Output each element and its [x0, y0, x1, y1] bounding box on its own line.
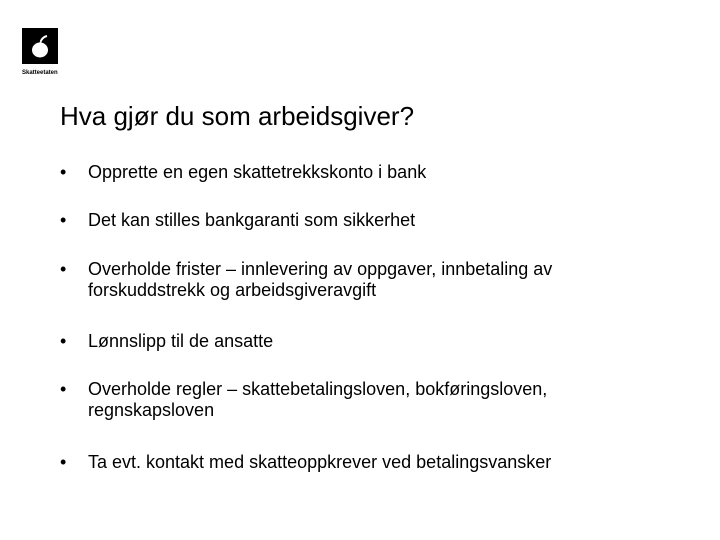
skatteetaten-logo	[22, 28, 60, 76]
skatteetaten-logo-icon	[22, 28, 58, 64]
bullet-dot: •	[60, 452, 67, 472]
bullet-text-line: regnskapsloven	[88, 400, 215, 420]
bullet-text-line: Opprette en egen skattetrekkskonto i bank	[88, 162, 427, 182]
slide-title: Hva gjør du som arbeidsgiver?	[60, 101, 415, 131]
bullet-dot: •	[60, 259, 67, 279]
bullet-item	[60, 452, 660, 473]
bullet-text-line: Overholde regler – skattebetalingsloven, bokføringsloven,	[88, 379, 548, 399]
bullet-text-line: forskuddstrekk og arbeidsgiveravgift	[88, 280, 377, 300]
bullet-dot: •	[60, 331, 67, 351]
bullet-dot: •	[60, 210, 67, 230]
bullet-item	[60, 259, 660, 301]
bullet-dot: •	[60, 379, 67, 399]
bullet-item	[60, 162, 660, 183]
bullet-dot: •	[60, 162, 67, 182]
bullet-text-line: Lønnslipp til de ansatte	[88, 331, 274, 351]
bullet-text-line: Det kan stilles bankgaranti som sikkerhet	[88, 210, 416, 230]
bullet-item	[60, 331, 660, 352]
bullet-text-line: Ta evt. kontakt med skatteoppkrever ved betalingsvansker	[88, 452, 552, 472]
bullet-item	[60, 210, 660, 231]
bullet-item	[60, 379, 660, 421]
bullet-text-line: Overholde frister – innlevering av oppgaver, innbetaling av	[88, 259, 553, 279]
logo-text: Skatteetaten	[22, 70, 58, 76]
